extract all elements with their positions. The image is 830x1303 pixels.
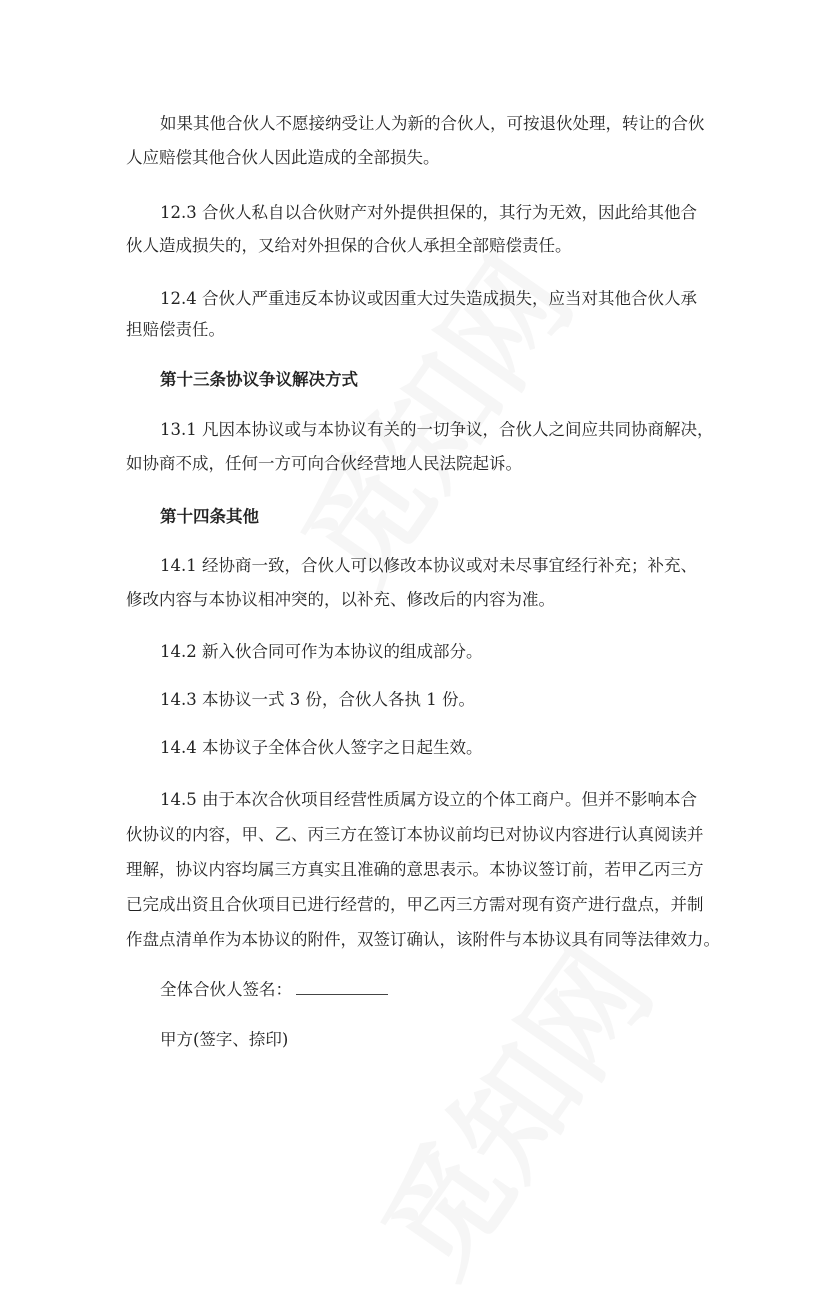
- section-heading-14: 第十四条其他: [160, 507, 259, 526]
- watermark: [256, 219, 603, 613]
- clause-12-4: 12.4 合伙人严重违反本协议或因重大过失造成损失，应当对其他合伙人承: [160, 289, 697, 308]
- paragraph-line: 如果其他合伙人不愿接纳受让人为新的合伙人，可按退伙处理，转让的合伙: [160, 114, 705, 133]
- clause-13-1: 13.1 凡因本协议或与本协议有关的一切争议，合伙人之间应共同协商解决，: [160, 420, 714, 439]
- paragraph-line: 伙人造成损失的，又给对外担保的合伙人承担全部赔偿责任。: [126, 236, 572, 255]
- signature-row: [160, 980, 388, 1000]
- clause-14-2: 14.2 新入伙合同可作为本协议的组成部分。: [160, 642, 483, 661]
- paragraph-line: 伙协议的内容，甲、乙、丙三方在签订本协议前均已对协议内容进行认真阅读并: [126, 825, 704, 844]
- party-a-label: 甲方(签字、捺印): [160, 1030, 289, 1049]
- paragraph-line: 已完成出资且合伙项目已进行经营的，甲乙丙三方需对现有资产进行盘点，并制: [126, 895, 704, 914]
- clause-14-3: 14.3 本协议一式 3 份，合伙人各执 1 份。: [160, 690, 475, 709]
- watermark: [336, 909, 683, 1303]
- paragraph-line: 人应赔偿其他合伙人因此造成的全部损失。: [126, 148, 440, 167]
- clause-14-1: 14.1 经协商一致，合伙人可以修改本协议或对未尽事宜经行补充；补充、: [160, 556, 697, 575]
- paragraph-line: 修改内容与本协议相冲突的，以补充、修改后的内容为准。: [126, 590, 555, 609]
- paragraph-line: 作盘点清单作为本协议的附件，双签订确认，该附件与本协议具有同等法律效力。: [126, 930, 720, 949]
- section-heading-13: 第十三条协议争议解决方式: [160, 370, 358, 389]
- signature-blank[interactable]: [296, 980, 388, 995]
- clause-14-4: 14.4 本协议子全体合伙人签字之日起生效。: [160, 738, 483, 757]
- paragraph-line: 理解，协议内容均属三方真实且准确的意思表示。本协议签订前，若甲乙丙三方: [126, 860, 704, 879]
- signature-label: 全体合伙人签名：: [160, 980, 292, 999]
- clause-12-3: 12.3 合伙人私自以合伙财产对外提供担保的，其行为无效，因此给其他合: [160, 203, 697, 222]
- paragraph-line: 如协商不成，任何一方可向合伙经营地人民法院起诉。: [126, 454, 522, 473]
- clause-14-5: 14.5 由于本次合伙项目经营性质属方设立的个体工商户。但并不影响本合: [160, 790, 697, 809]
- paragraph-line: 担赔偿责任。: [126, 320, 225, 339]
